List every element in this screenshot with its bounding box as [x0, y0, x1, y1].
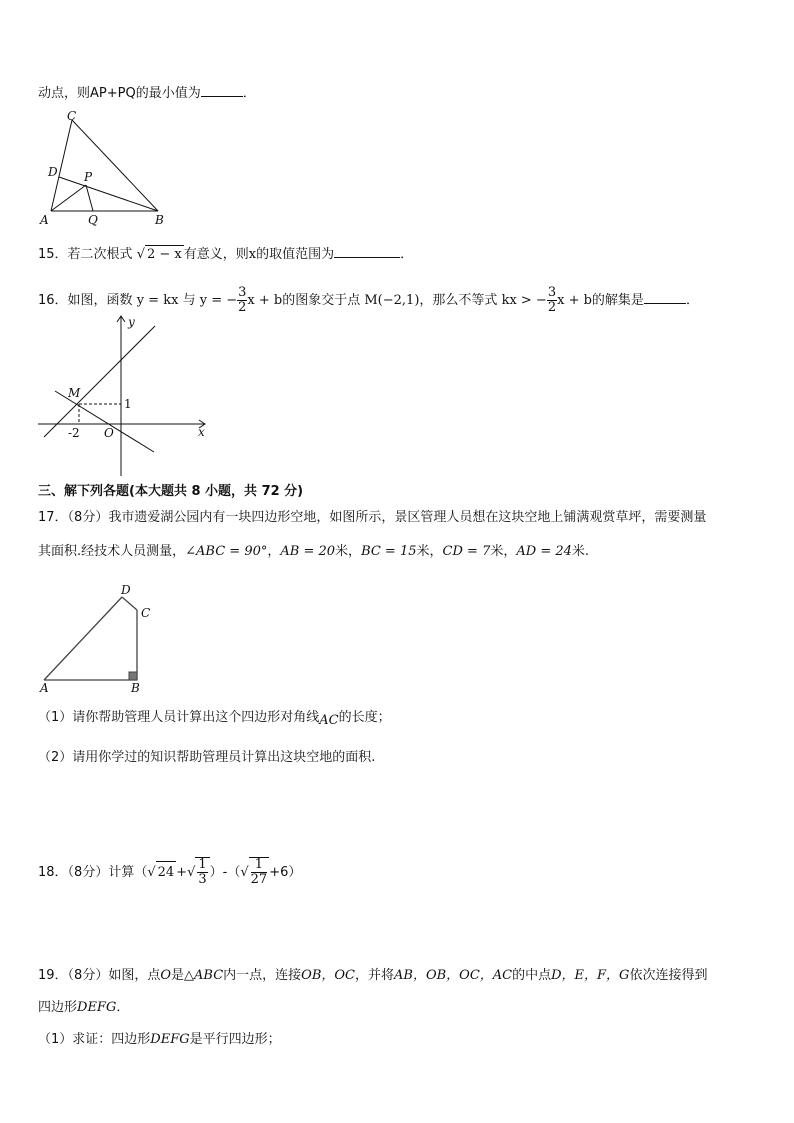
fig17-label-C: C: [141, 606, 151, 620]
figure-q14: [36, 108, 176, 230]
fig16-label-1: 1: [124, 397, 132, 411]
q16-point: M(−2,1): [364, 293, 420, 308]
q17-sub1-var: AC: [319, 713, 339, 728]
q14-suffix: ．: [242, 86, 256, 101]
q19-sub1-prefix: （1）求证：四边形: [38, 1032, 151, 1047]
q17-ad: AD = 24: [516, 544, 572, 559]
q19-segments: OB，OC: [301, 968, 355, 983]
q16-ineq-b: x + b: [557, 293, 592, 308]
fig17-label-B: B: [131, 681, 140, 695]
fig16-label-y: y: [128, 315, 135, 329]
q15-number: 15．: [38, 247, 68, 262]
q15-end: ．: [400, 247, 414, 262]
fig14-label-D: D: [48, 165, 58, 179]
sep: ，: [348, 544, 362, 559]
q16-func2-a: y = −: [199, 293, 238, 308]
fig17-label-D: D: [121, 583, 131, 597]
q14-prefix: 动点，则AP+PQ的最小值为: [38, 86, 201, 101]
q19-t7: 四边形: [38, 1000, 78, 1015]
q18-sqrt24: √ 24: [147, 865, 176, 880]
q15-answer-blank[interactable]: [334, 244, 400, 258]
sep: ，: [503, 544, 517, 559]
q18-sqrt-1-3: √ $\frac{1}{3}$: [187, 865, 210, 880]
figure-q16: [34, 312, 214, 478]
fig16-label-neg2: -2: [68, 426, 80, 440]
q16-frac2: [547, 286, 557, 315]
q18-frac1-num: 1: [198, 857, 207, 872]
q14-text: [38, 83, 256, 103]
q16-t2: 与: [182, 293, 196, 308]
q16-func1: y = kx: [136, 293, 179, 308]
q15-text: [38, 244, 413, 264]
q17-cd: CD = 7: [442, 544, 491, 559]
q15-prefix: 若二次根式: [67, 247, 133, 262]
end: .: [584, 544, 590, 559]
unit: 米: [416, 544, 430, 559]
q19-sides: AB，OB，OC，AC: [394, 968, 513, 983]
q17-sub1-prefix: （1）请你帮助管理人员计算出这个四边形对角线: [38, 710, 320, 725]
fig16-label-x: x: [198, 425, 205, 439]
q16-end: ．: [685, 293, 699, 308]
q16-t4: ，那么不等式: [419, 293, 498, 308]
fig14-label-C: C: [67, 109, 77, 123]
frac-den: 2: [238, 300, 247, 315]
q16-frac1: [237, 286, 247, 315]
q17-line2: [38, 543, 589, 561]
q18-frac2-num: 1: [251, 858, 268, 873]
unit: 米: [335, 544, 349, 559]
q19-midpoints: D，E，F，G: [551, 968, 630, 983]
q18-frac2-den: 27: [250, 872, 268, 887]
q17-sub2: （2）请用你学过的知识帮助管理员计算出这块空地的面积.: [38, 750, 376, 765]
q18-frac1-den: 3: [198, 872, 207, 887]
q15-radicand: 2 − x: [147, 247, 182, 262]
q15-post: 的取值范围为: [256, 247, 335, 262]
q19-t1: 19．（8分）如图，点: [38, 968, 161, 983]
q18-radicand-24: 24: [156, 861, 177, 884]
q16-ineq-a: kx > −: [501, 293, 547, 308]
unit: 米: [490, 544, 504, 559]
frac-den: 2: [547, 300, 557, 315]
q19-t5: 的中点: [512, 968, 552, 983]
q18-sqrt-1-27: √ $\frac{1}{27}$: [240, 857, 268, 887]
q17-sub1-suffix: 的长度；: [338, 710, 391, 725]
fig14-label-P: P: [84, 170, 93, 184]
q16-t5: 的解集是: [591, 293, 644, 308]
q19-triangle: △ABC: [184, 968, 224, 983]
fig17-label-A: A: [40, 681, 49, 695]
q17-sub1: [38, 709, 391, 727]
fig14-label-B: B: [155, 213, 164, 227]
q18-plus: +: [176, 865, 188, 880]
q16-t1: 如图，函数: [67, 293, 133, 308]
q18-close: ）-（: [209, 865, 241, 880]
q19-sub1: [38, 1031, 281, 1049]
sep: ，: [267, 544, 281, 559]
q16-text: [38, 286, 699, 315]
q16-answer-blank[interactable]: [644, 290, 686, 304]
q19-t6: 依次连接得到: [629, 968, 708, 983]
q17-ab: AB = 20: [280, 544, 336, 559]
q17-line2-prefix: 其面积.经技术人员测量，: [38, 544, 186, 559]
q19-t2: 是: [171, 968, 185, 983]
q16-t3: 的图象交于点: [282, 293, 361, 308]
q19-t4: ，并将: [355, 968, 395, 983]
q19-O: O: [160, 968, 171, 983]
q15-var: x: [248, 247, 257, 262]
q18-prefix: 18．（8分）计算（: [38, 865, 148, 880]
fig16-label-O: O: [104, 426, 114, 440]
q19-line1: [38, 967, 707, 985]
q15-mid: 有意义，则: [183, 247, 249, 262]
q18-text: [38, 857, 301, 887]
fig14-label-Q: Q: [88, 213, 98, 227]
frac-num: 3: [238, 285, 247, 300]
q19-t8: ．: [116, 1000, 130, 1015]
q19-sub1-quad: DEFG: [150, 1032, 190, 1047]
q16-number: 16．: [38, 293, 68, 308]
q19-t3: 内一点，连接: [223, 968, 302, 983]
q18-tail: +6）: [269, 865, 302, 880]
figure-q17: [36, 580, 166, 696]
q17-bc: BC = 15: [361, 544, 417, 559]
fig16-label-M: M: [68, 386, 81, 400]
q15-sqrt: √ 2 − x: [136, 247, 182, 262]
q17-line1: 17．（8分）我市遗爱湖公园内有一块四边形空地，如图所示，景区管理人员想在这块空地上铺满观赏草坪，需要测量: [38, 510, 707, 525]
q14-answer-blank[interactable]: [201, 83, 243, 97]
q19-line2: [38, 999, 129, 1017]
sep: ，: [429, 544, 443, 559]
unit: 米: [571, 544, 585, 559]
q16-func2-b: x + b: [247, 293, 283, 308]
section-header: 三、解下列各题(本大题共 8 小题，共 72 分): [38, 484, 304, 499]
q19-sub1-suffix: 是平行四边形；: [189, 1032, 281, 1047]
q17-angle: ∠ABC = 90°: [185, 544, 268, 559]
q19-quad: DEFG: [77, 1000, 117, 1015]
frac-num: 3: [547, 285, 557, 300]
fig14-label-A: A: [40, 213, 49, 227]
